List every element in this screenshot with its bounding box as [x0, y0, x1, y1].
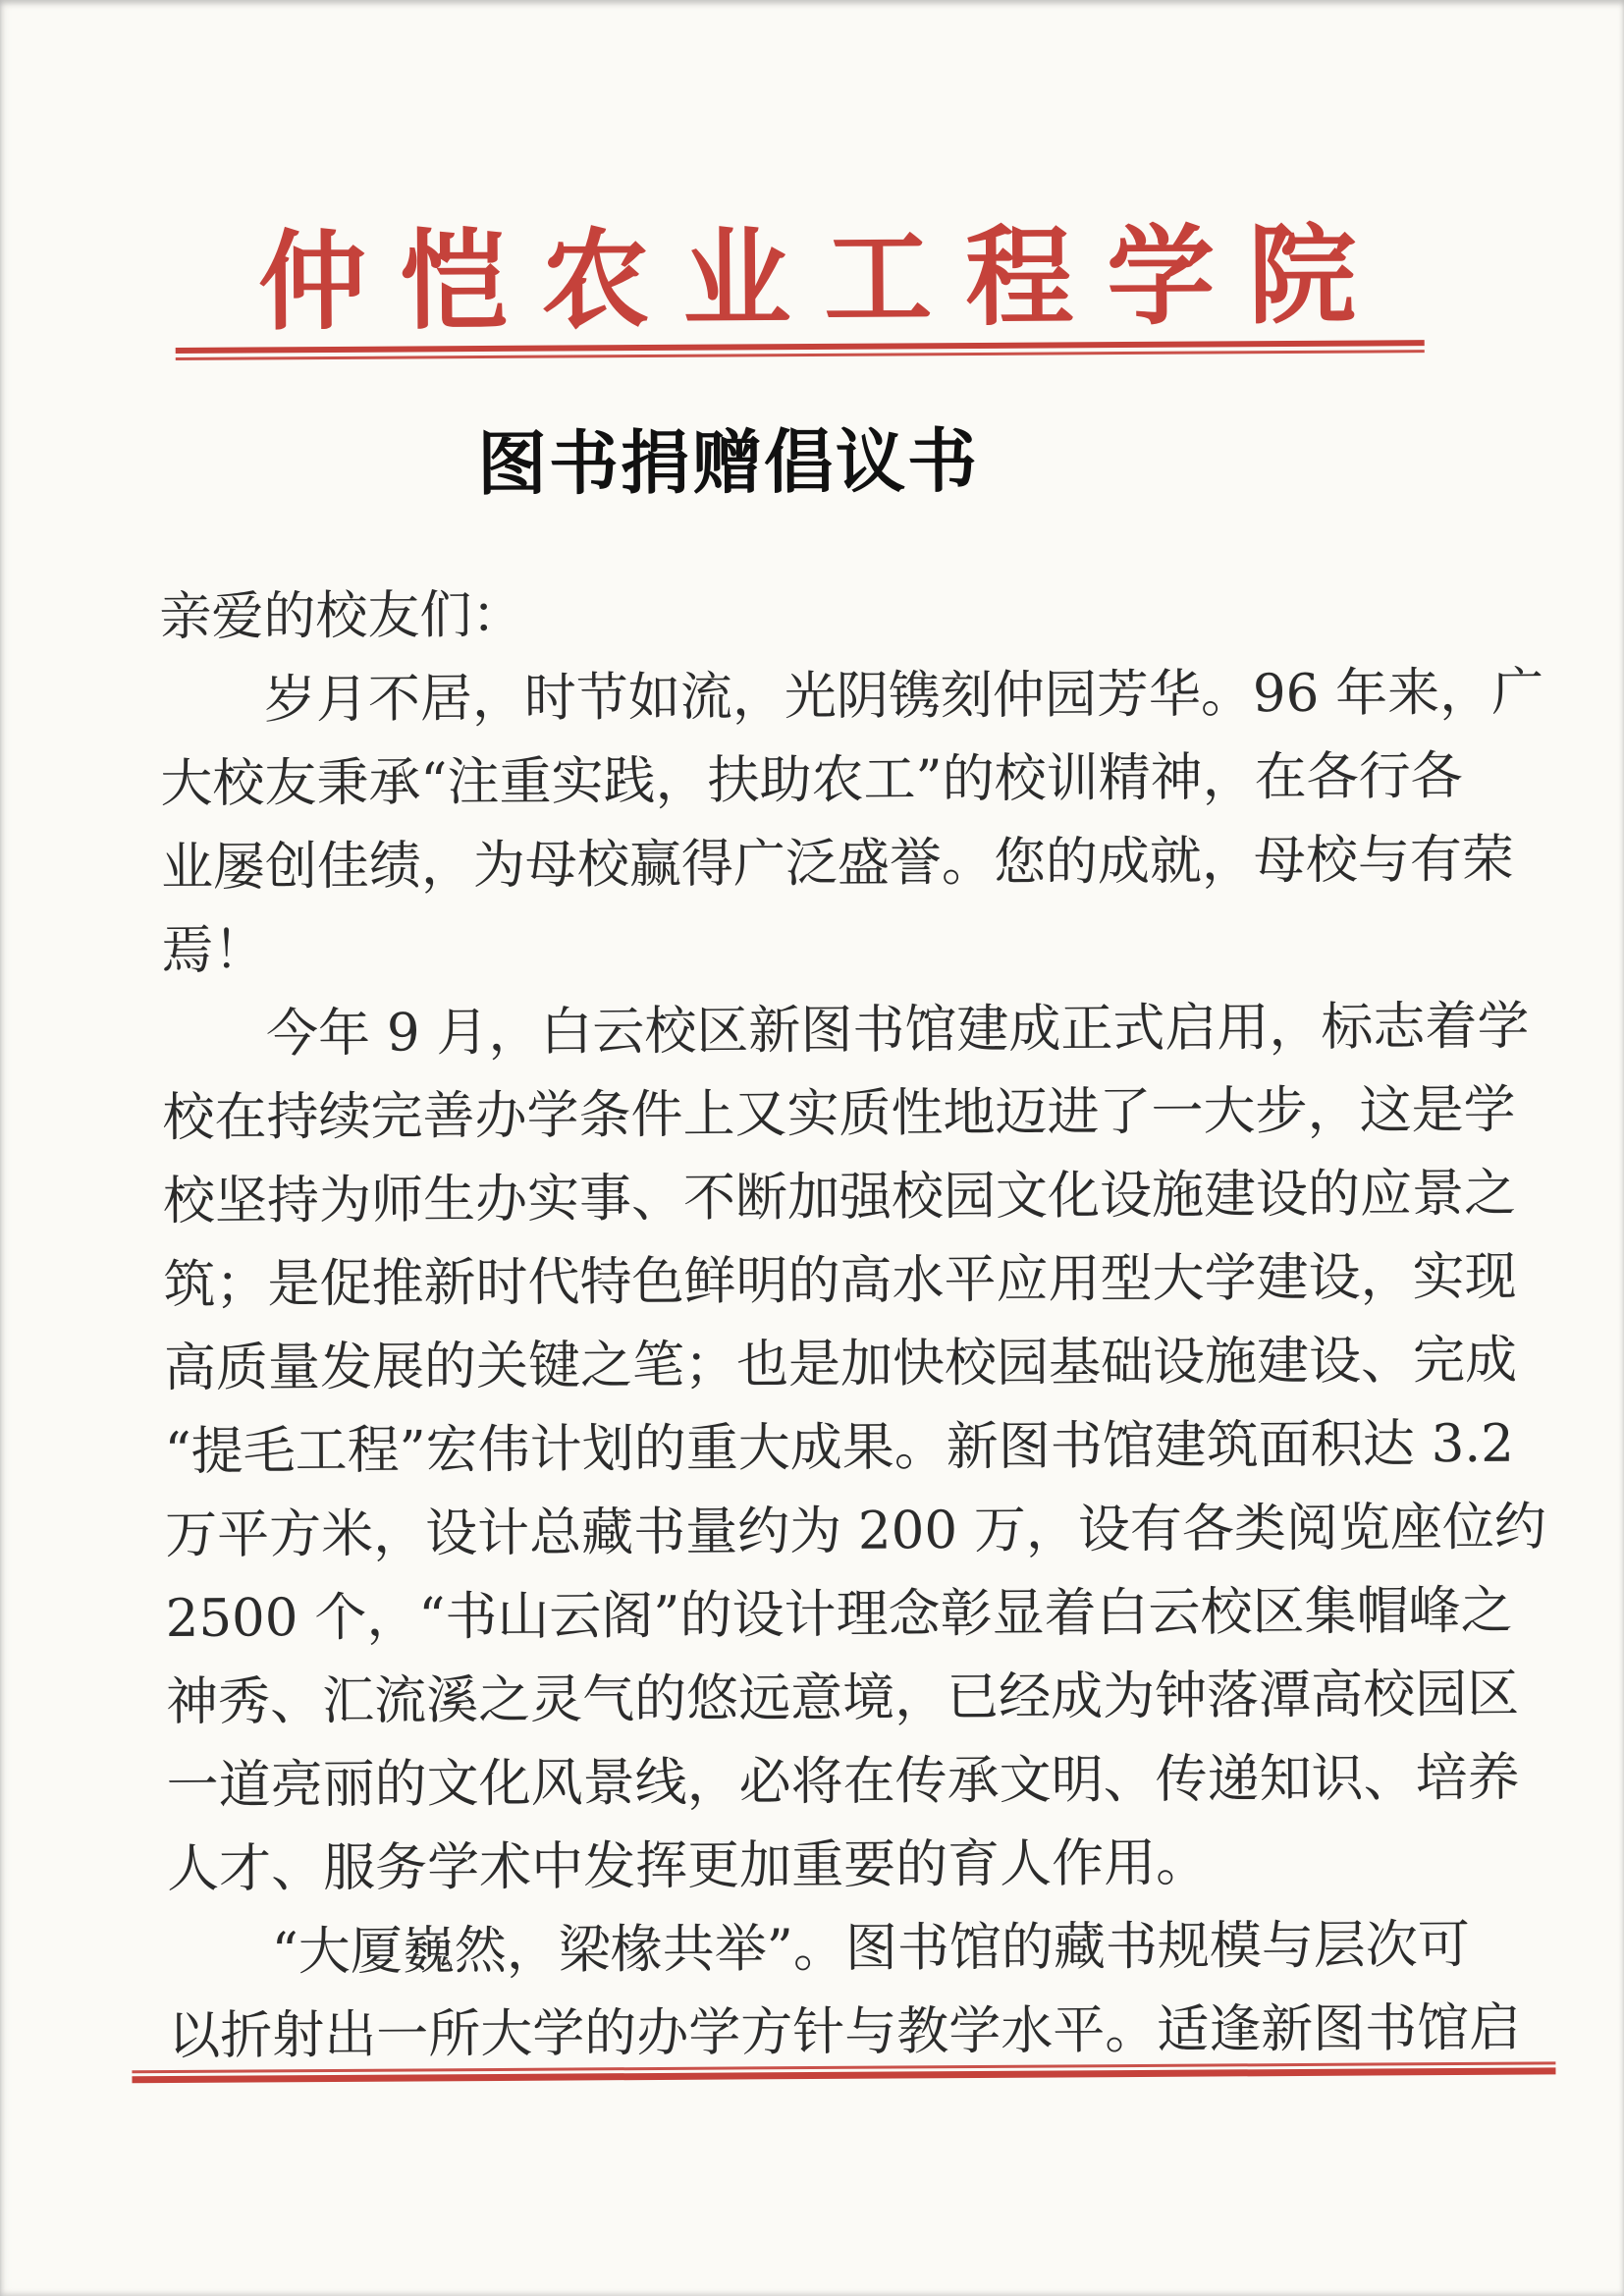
document-title: 图书捐赠倡议书 [476, 419, 980, 506]
body-line: 人才、服务学术中发挥更加重要的育人作用。 [167, 1832, 1209, 1900]
body-line: 万平方米，设计总藏书量约为 200 万，设有各类阅览座位约 [164, 1497, 1547, 1566]
body-line: 高质量发展的关键之笔；也是加快校园基础设施建设、完成 [163, 1330, 1518, 1399]
letterhead-school-name: 仲恺农业工程学院 [257, 211, 1390, 346]
body-line: 一道亮丽的文化风景线，必将在传承文明、传递知识、培养 [166, 1747, 1520, 1817]
salutation: 亲爱的校友们： [159, 584, 524, 648]
body-line: “提毛工程”宏伟计划的重大成果。新图书馆建筑面积达 3.2 [164, 1413, 1515, 1483]
body-line: 筑；是促推新时代特色鲜明的高水平应用型大学建设，实现 [163, 1246, 1517, 1316]
letter-body [159, 568, 1547, 2078]
body-line: 校坚持为师生办实事、不断加强校园文化设施建设的应景之 [162, 1163, 1517, 1232]
body-line: 2500 个，“书山云阁”的设计理念彰显着白云校区集帽峰之 [165, 1580, 1513, 1650]
body-line: “大厦巍然，梁椽共举”。图书馆的藏书规模与层次可 [271, 1914, 1471, 1983]
body-line: 大校友秉承“注重实践，扶助农工”的校训精神，在各行各 [160, 745, 1463, 815]
body-line: 焉！ [161, 920, 266, 982]
body-line: 以折射出一所大学的办学方针与教学水平。适逢新图书馆启 [168, 1997, 1522, 2067]
body-line: 今年 9 月，白云校区新图书馆建成正式启用，标志着学 [265, 996, 1530, 1065]
body-line: 业屡创佳绩，为母校赢得广泛盛誉。您的成就，母校与有荣 [160, 829, 1515, 899]
body-line: 校在持续完善办学条件上又实质性地迈进了一大步，这是学 [162, 1079, 1516, 1149]
body-line: 岁月不居，时节如流，光阴镌刻仲园芳华。96 年来，广 [263, 662, 1544, 731]
body-line: 神秀、汇流溪之灵气的悠远意境，已经成为钟落潭高校园区 [165, 1664, 1520, 1733]
